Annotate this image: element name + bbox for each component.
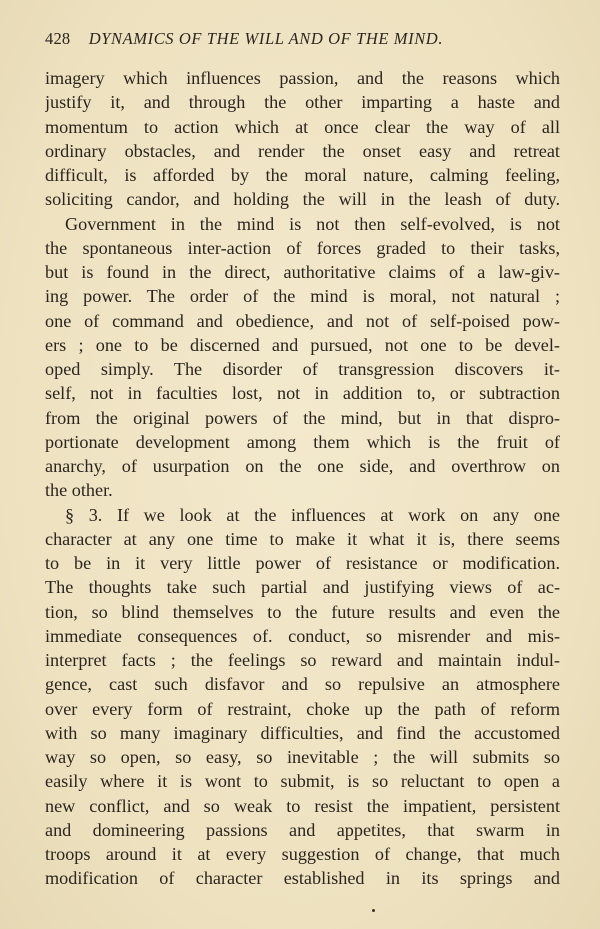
- text-line: The thoughts take such partial and justifying views of ac-: [45, 577, 560, 598]
- text-line: interpret facts ; the feelings so reward and maintain indul-: [45, 650, 560, 670]
- text-line: from the original powers of the mind, but in that dispro-: [45, 407, 560, 428]
- text-line: but is found in the direct, authoritative claims of a law-giv-: [45, 262, 560, 282]
- text-line: the other.: [45, 480, 113, 501]
- text-line: immediate consequences of. conduct, so misrender and mis-: [45, 625, 560, 646]
- text-line: the spontaneous inter-action of forces graded to their tasks,: [45, 237, 560, 258]
- text-line: gence, cast such disfavor and so repulsive an atmosphere: [45, 674, 560, 695]
- running-header: [45, 29, 560, 49]
- text-line: § 3. If we look at the influences at work on any one: [65, 504, 560, 525]
- text-line: easily where it is wont to submit, is so reluctant to open a: [45, 771, 560, 792]
- page-number: 428: [45, 29, 71, 48]
- text-line: soliciting candor, and holding the will in the leash of duty.: [45, 189, 560, 210]
- text-line: Government in the mind is not then self-evolved, is not: [65, 213, 560, 234]
- text-line: to be in it very little power of resistance or modification.: [45, 553, 560, 573]
- text-line: new conflict, and so weak to resist the impatient, persistent: [45, 795, 560, 816]
- text-line: anarchy, of usurpation on the one side, and overthrow on: [45, 456, 560, 476]
- text-line: ers ; one to be discerned and pursued, not one to be devel-: [45, 334, 560, 355]
- text-line: justify it, and through the other imparting a haste and: [45, 92, 560, 113]
- body-text: [45, 66, 560, 891]
- text-line: ing power. The order of the mind is moral, not natural ;: [45, 286, 560, 307]
- text-line: with so many imaginary difficulties, and find the accustomed: [45, 722, 560, 743]
- text-line: self, not in faculties lost, not in addition to, or subtraction: [45, 383, 560, 404]
- text-line: portionate development among them which is the fruit of: [45, 431, 560, 452]
- text-line: over every form of restraint, choke up the path of reform: [45, 698, 560, 719]
- text-line: modification of character established in its springs and: [45, 868, 560, 889]
- text-line: difficult, is afforded by the moral nature, calming feeling,: [45, 165, 560, 185]
- text-line: character at any one time to make it what it is, there seems: [45, 528, 560, 549]
- print-speck: [372, 909, 375, 912]
- text-line: and domineering passions and appetites, that swarm in: [45, 819, 560, 840]
- running-title: DYNAMICS OF THE WILL AND OF THE MIND.: [88, 29, 444, 48]
- text-line: way so open, so easy, so inevitable ; the will submits so: [45, 747, 560, 767]
- text-line: one of command and obedience, and not of self-poised pow-: [45, 310, 560, 331]
- text-line: ordinary obstacles, and render the onset easy and retreat: [45, 140, 560, 161]
- text-line: oped simply. The disorder of transgression discovers it-: [45, 359, 560, 379]
- text-line: imagery which influences passion, and the reasons which: [45, 68, 560, 88]
- text-line: momentum to action which at once clear the way of all: [45, 116, 560, 137]
- text-line: tion, so blind themselves to the future results and even the: [45, 601, 560, 622]
- text-line: troops around it at every suggestion of change, that much: [45, 844, 560, 864]
